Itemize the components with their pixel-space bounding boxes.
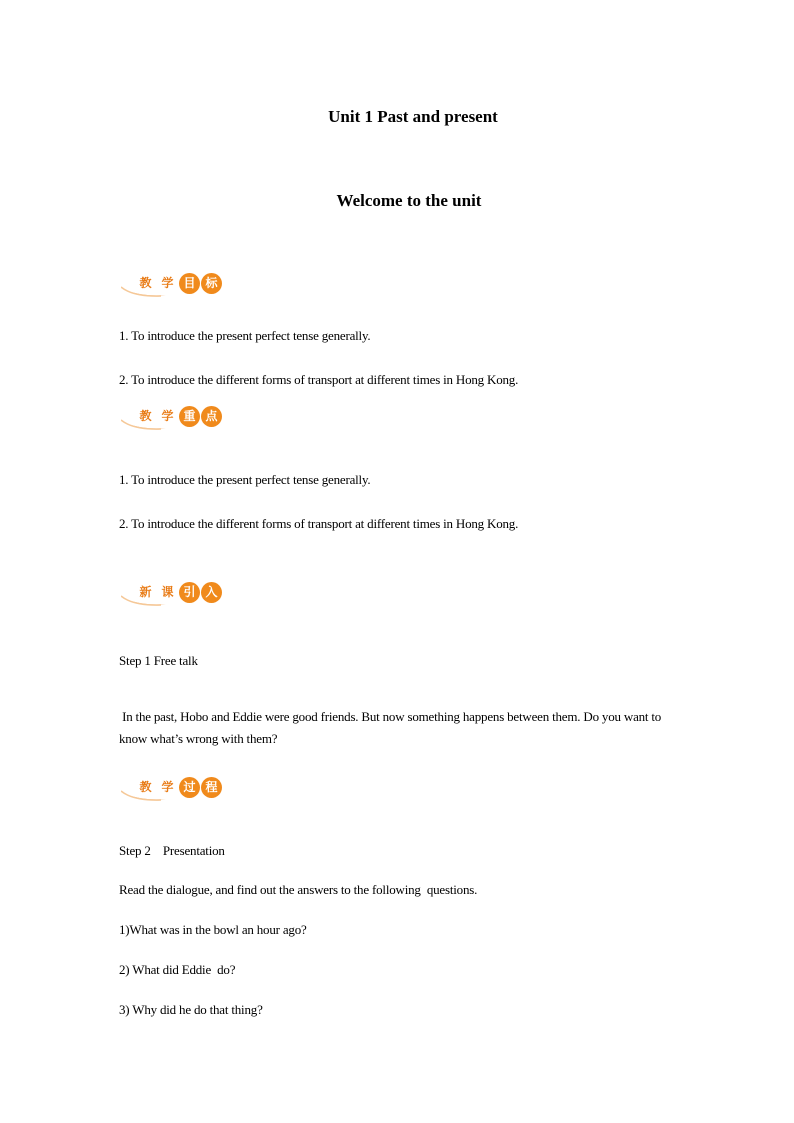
badge-char: 教 xyxy=(139,780,152,794)
question-item: 3) Why did he do that thing? xyxy=(119,1002,263,1017)
badge-char: 学 xyxy=(161,409,174,423)
badge-char: 程 xyxy=(201,777,222,798)
step-heading: Step 1 Free talk xyxy=(119,653,198,668)
badge-char: 新 xyxy=(139,585,152,599)
badge-char: 学 xyxy=(161,780,174,794)
badge-char: 标 xyxy=(201,273,222,294)
unit-title: Unit 1 Past and present xyxy=(328,107,498,126)
process-badge xyxy=(121,775,223,803)
instruction-text: Read the dialogue, and find out the answers to the following questions. xyxy=(119,882,478,897)
lead-in-badge xyxy=(121,580,223,608)
badge-char: 点 xyxy=(201,406,222,427)
key-point-item: 2. To introduce the different forms of transport at different times in Hong Kong. xyxy=(119,516,519,531)
lead-in-paragraph: In the past, Hobo and Eddie were good friends. But now something happens between them. Do you want to know what’s wrong with them? xyxy=(119,709,665,746)
badge-char: 重 xyxy=(179,406,200,427)
badge-char: 教 xyxy=(139,409,152,423)
badge-char: 过 xyxy=(179,777,200,798)
badge-char: 课 xyxy=(161,585,174,599)
question-item: 2) What did Eddie do? xyxy=(119,962,236,977)
key-points-badge xyxy=(121,404,223,432)
objective-item: 1. To introduce the present perfect tense generally. xyxy=(119,328,371,343)
key-point-item: 1. To introduce the present perfect tense generally. xyxy=(119,472,371,487)
objective-item: 2. To introduce the different forms of transport at different times in Hong Kong. xyxy=(119,372,519,387)
question-item: 1)What was in the bowl an hour ago? xyxy=(119,922,307,937)
badge-char: 学 xyxy=(161,276,174,290)
badge-char: 目 xyxy=(179,273,200,294)
objectives-badge xyxy=(121,271,223,299)
lesson-title: Welcome to the unit xyxy=(336,191,482,210)
badge-char: 引 xyxy=(179,582,200,603)
step-heading: Step 2 Presentation xyxy=(119,843,225,858)
badge-char: 入 xyxy=(201,582,222,603)
badge-char: 教 xyxy=(139,276,152,290)
